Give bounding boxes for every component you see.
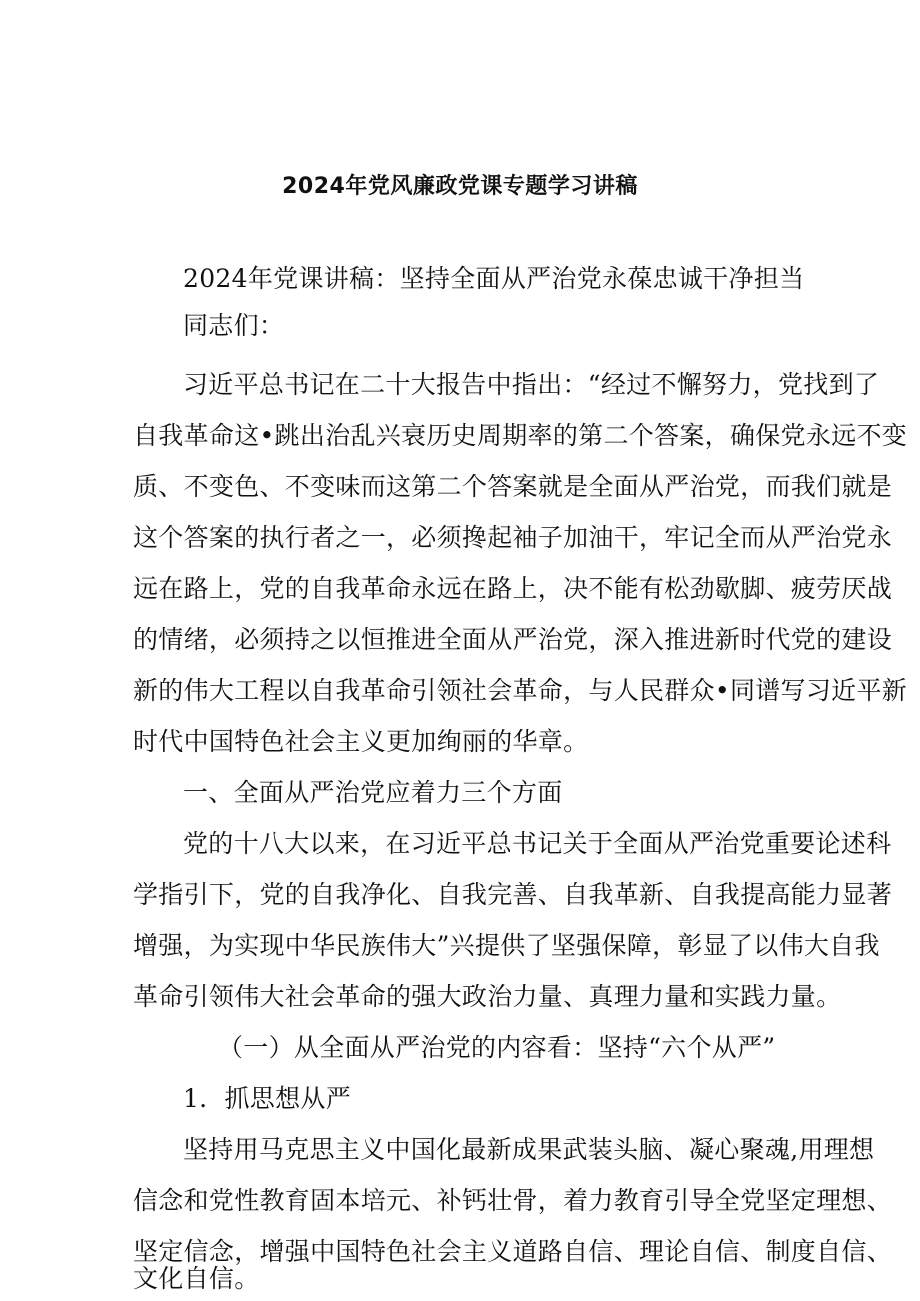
paragraph-line: 文化自信。 xyxy=(133,1264,260,1293)
paragraph-line: 习近平总书记在二十大报告中指出：“经过不懈努力，党找到了 xyxy=(183,370,880,399)
paragraph-line: 党的十八大以来，在习近平总书记关于全面从严治党重要论述科 xyxy=(183,829,892,858)
subsection-heading: （一）从全面从严治党的内容看：坚持“六个从严” xyxy=(218,1033,776,1062)
paragraph-line: 坚持用马克思主义中国化最新成果武装头脑、凝心聚魂,用理想 xyxy=(183,1135,875,1164)
paragraph-line: 学指引下，党的自我净化、自我完善、自我革新、自我提高能力显著 xyxy=(133,880,893,909)
paragraph-line: 的情绪，必须持之以恒推进全面从严治党，深入推进新时代党的建设 xyxy=(133,625,893,654)
paragraph-line: 远在路上，党的自我革命永远在路上，决不能有松劲歇脚、疲劳厌战 xyxy=(133,574,893,603)
document-subtitle: 2024年党课讲稿：坚持全面从严治党永葆忠诚干净担当 xyxy=(183,264,805,293)
paragraph-line: 质、不变色、不变味而这第二个答案就是全面从严治党，而我们就是 xyxy=(133,472,893,501)
paragraph-line: 时代中国特色社会主义更加绚丽的华章。 xyxy=(133,727,589,756)
paragraph-line: 新的伟大工程以自我革命引领社会革命，与人民群众•同谱写习近平新 xyxy=(133,676,908,705)
paragraph-line: 这个答案的执行者之一，必须搀起袖子加油干，牢记全而从严治党永 xyxy=(133,523,893,552)
salutation: 同志们： xyxy=(183,311,285,340)
paragraph-line: 增强，为实现中华民族伟大”兴提供了坚强保障，彰显了以伟大自我 xyxy=(133,931,880,960)
paragraph-line: 信念和党性教育固本培元、补钙壮骨，着力教育引导全党坚定理想、 xyxy=(133,1186,893,1215)
item-heading: 1．抓思想从严 xyxy=(183,1084,352,1113)
paragraph-line: 革命引领伟大社会革命的强大政治力量、真理力量和实践力量。 xyxy=(133,982,842,1011)
paragraph-line: 坚定信念，增强中国特色社会主义道路自信、理论自信、制度自信、 xyxy=(133,1237,893,1266)
document-title: 2024年党风廉政党课专题学习讲稿 xyxy=(282,174,638,199)
section-heading: 一、全面从严治党应着力三个方面 xyxy=(183,778,563,807)
paragraph-line: 自我革命这•跳出治乱兴衰历史周期率的第二个答案，确保党永远不变 xyxy=(133,421,908,450)
